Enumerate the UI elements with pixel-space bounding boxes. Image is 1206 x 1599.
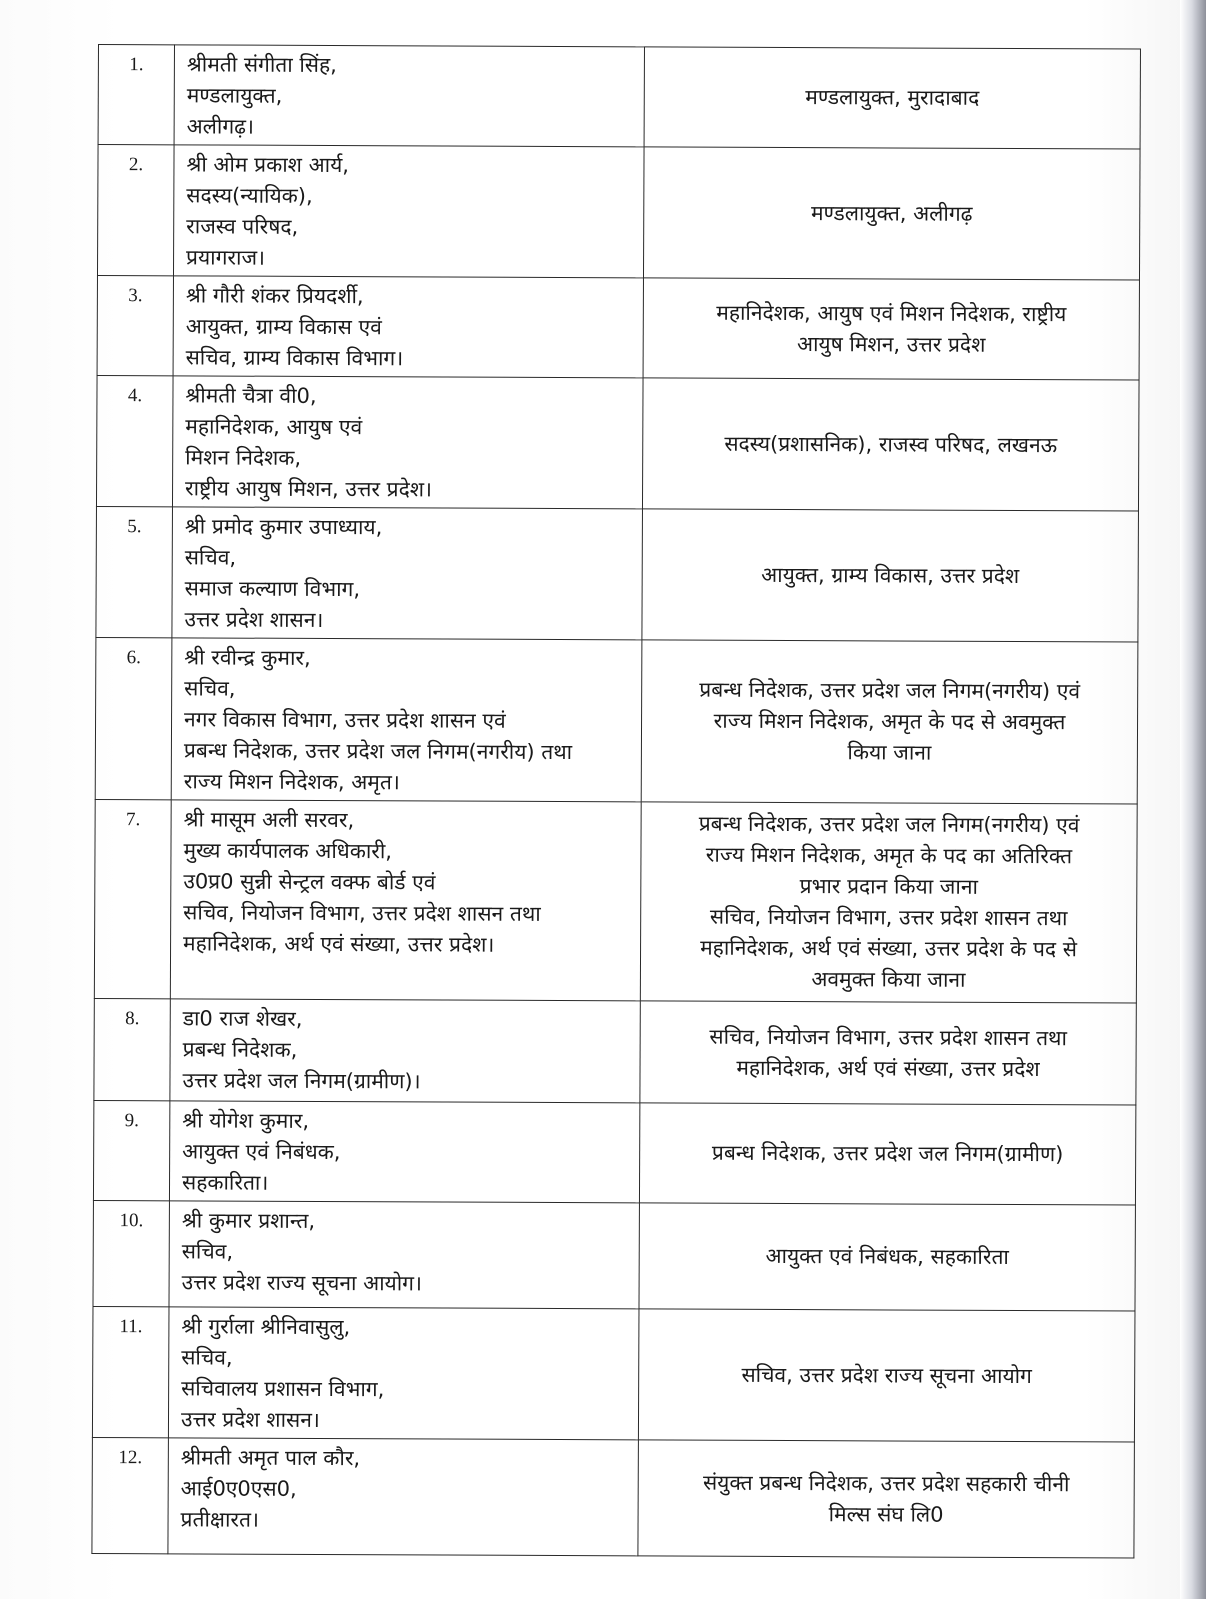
- officer-line: सदस्य(न्यायिक),: [186, 183, 313, 208]
- page-edge-shadow: [1180, 0, 1206, 1599]
- posting-line: मण्डलायुक्त, मुरादाबाद: [805, 85, 980, 110]
- posting-line: सचिव, नियोजन विभाग, उत्तर प्रदेश शासन तथा: [709, 904, 1068, 931]
- officer-line: श्री गौरी शंकर प्रियदर्शी,: [185, 283, 364, 309]
- posting-line: आयुक्त एवं निबंधक, सहकारिता: [765, 1243, 1009, 1269]
- serial-number: 9.: [93, 1100, 169, 1200]
- officer-line: आयुक्त, ग्राम्य विकास एवं: [185, 314, 382, 340]
- officer-line: प्रयागराज।: [186, 245, 266, 270]
- officer-details: [172, 507, 643, 640]
- posting-line: सदस्य(प्रशासनिक), राजस्व परिषद, लखनऊ: [724, 431, 1058, 457]
- officer-line: उत्तर प्रदेश राज्य सूचना आयोग।: [181, 1270, 423, 1296]
- officer-line: श्रीमती अमृत पाल कौर,: [180, 1445, 361, 1471]
- officer-line: सचिवालय प्रशासन विभाग,: [181, 1376, 385, 1402]
- serial-number: 2.: [97, 145, 174, 276]
- officer-line: नगर विकास विभाग, उत्तर प्रदेश शासन एवं: [184, 707, 506, 733]
- posting-line: प्रबन्ध निदेशक, उत्तर प्रदेश जल निगम(ग्रामीण): [711, 1140, 1064, 1167]
- serial-number: 5.: [96, 506, 173, 637]
- officer-details: [174, 45, 644, 147]
- new-posting: [638, 1309, 1135, 1442]
- posting-line: महानिदेशक, आयुष एवं मिशन निदेशक, राष्ट्रीय: [716, 300, 1067, 326]
- new-posting: [638, 1440, 1135, 1558]
- officer-line: श्री गुर्राला श्रीनिवासुलु,: [181, 1314, 351, 1340]
- officer-details: [170, 999, 640, 1103]
- table-row: [97, 275, 1139, 380]
- posting-line: सचिव, नियोजन विभाग, उत्तर प्रदेश शासन तथा: [709, 1024, 1067, 1050]
- table-row: [93, 1200, 1135, 1311]
- posting-line: महानिदेशक, अर्थ एवं संख्या, उत्तर प्रदेश के पद से: [700, 935, 1078, 962]
- posting-line: प्रबन्ध निदेशक, उत्तर प्रदेश जल निगम(नगरीय) एवं: [699, 677, 1081, 704]
- officer-line: सचिव, नियोजन विभाग, उत्तर प्रदेश शासन तथा: [183, 900, 541, 926]
- serial-number: 3.: [97, 275, 173, 375]
- new-posting: [639, 1103, 1135, 1205]
- officer-line: सचिव,: [181, 1239, 234, 1264]
- officer-details: [170, 800, 641, 1001]
- posting-line: अवमुक्त किया जाना: [811, 967, 966, 992]
- table-row: [97, 145, 1140, 281]
- posting-line: आयुष मिशन, उत्तर प्रदेश: [796, 331, 986, 357]
- posting-line: राज्य मिशन निदेशक, अमृत के पद का अतिरिक्त: [705, 842, 1073, 869]
- posting-line: महानिदेशक, अर्थ एवं संख्या, उत्तर प्रदेश: [736, 1055, 1040, 1081]
- officer-line: उत्तर प्रदेश जल निगम(ग्रामीण)।: [182, 1068, 421, 1094]
- officer-line: डा0 राज शेखर,: [182, 1006, 303, 1031]
- new-posting: [643, 278, 1139, 380]
- serial-number: 11.: [92, 1306, 169, 1437]
- officer-details: [169, 1201, 639, 1309]
- table-row: [94, 998, 1136, 1105]
- new-posting: [639, 1203, 1135, 1311]
- officer-line: मिशन निदेशक,: [185, 445, 302, 470]
- officer-line: श्रीमती संगीता सिंह,: [186, 52, 337, 78]
- officer-line: आई0ए0एस0,: [180, 1476, 297, 1501]
- officer-line: प्रतीक्षारत।: [180, 1507, 259, 1532]
- officer-line: राज्य मिशन निदेशक, अमृत।: [183, 769, 400, 795]
- serial-number: 4.: [96, 375, 173, 506]
- table-row: [96, 506, 1139, 642]
- serial-number: 10.: [93, 1200, 169, 1306]
- posting-line: मिल्स संघ लि0: [828, 1501, 944, 1527]
- table-body: [92, 45, 1141, 1559]
- officer-line: श्री मासूम अली सरवर,: [183, 807, 355, 833]
- officer-line: सचिव,: [184, 545, 237, 570]
- new-posting: [641, 640, 1138, 804]
- serial-number: 8.: [94, 998, 170, 1100]
- officer-line: मण्डलायुक्त,: [186, 83, 283, 108]
- new-posting: [642, 509, 1139, 642]
- officer-details: [172, 376, 643, 509]
- officer-line: मुख्य कार्यपालक अधिकारी,: [183, 838, 393, 864]
- posting-line: प्रबन्ध निदेशक, उत्तर प्रदेश जल निगम(नगरीय) एवं: [698, 811, 1080, 838]
- officer-line: प्रबन्ध निदेशक,: [182, 1037, 298, 1062]
- posting-line: सचिव, उत्तर प्रदेश राज्य सूचना आयोग: [741, 1362, 1032, 1388]
- table-row: [94, 799, 1137, 1003]
- officer-details: [173, 145, 644, 278]
- posting-line: मण्डलायुक्त, अलीगढ़: [810, 200, 973, 226]
- posting-line: किया जाना: [847, 740, 932, 765]
- officer-line: श्री कुमार प्रशान्त,: [181, 1208, 316, 1233]
- officer-line: उत्तर प्रदेश शासन।: [180, 1407, 320, 1432]
- officer-line: राजस्व परिषद,: [186, 214, 299, 239]
- officer-line: राष्ट्रीय आयुष मिशन, उत्तर प्रदेश।: [185, 476, 433, 502]
- table-row: [98, 45, 1140, 150]
- serial-number: 7.: [94, 799, 171, 998]
- officer-line: सचिव, ग्राम्य विकास विभाग।: [185, 345, 404, 371]
- officer-line: उ0प्र0 सुन्नी सेन्ट्रल वक्फ बोर्ड एवं: [183, 869, 436, 895]
- officer-line: महानिदेशक, आयुष एवं: [185, 414, 363, 440]
- officer-line: श्री रवीन्द्र कुमार,: [184, 645, 311, 670]
- officer-line: सहकारिता।: [181, 1170, 269, 1195]
- posting-line: आयुक्त, ग्राम्य विकास, उत्तर प्रदेश: [761, 562, 1020, 588]
- officer-details: [169, 1101, 639, 1203]
- officer-details: [173, 276, 643, 378]
- posting-line: संयुक्त प्रबन्ध निदेशक, उत्तर प्रदेश सहकारी चीनी: [702, 1470, 1070, 1496]
- table-row: [95, 637, 1138, 804]
- officer-line: सचिव,: [184, 676, 236, 701]
- officer-line: श्री योगेश कुमार,: [182, 1108, 310, 1133]
- officer-details: [168, 1438, 639, 1556]
- serial-number: 1.: [98, 45, 174, 145]
- officer-line: उत्तर प्रदेश शासन।: [184, 607, 324, 632]
- serial-number: 12.: [92, 1437, 169, 1553]
- officer-line: सचिव,: [181, 1345, 233, 1370]
- officer-line: श्रीमती चैत्रा वी0,: [185, 383, 317, 408]
- officer-line: आयुक्त एवं निबंधक,: [182, 1139, 341, 1165]
- officer-line: महानिदेशक, अर्थ एवं संख्या, उत्तर प्रदेश।: [183, 931, 495, 957]
- table-row: [92, 1306, 1135, 1442]
- new-posting: [640, 802, 1137, 1003]
- posting-line: राज्य मिशन निदेशक, अमृत के पद से अवमुक्त: [713, 708, 1066, 735]
- transfer-table: [91, 44, 1141, 1559]
- new-posting: [644, 47, 1140, 149]
- table-row: [96, 375, 1139, 511]
- officer-line: श्री प्रमोद कुमार उपाध्याय,: [184, 514, 383, 540]
- officer-line: प्रबन्ध निदेशक, उत्तर प्रदेश जल निगम(नगरीय) तथा: [183, 738, 573, 765]
- table-row: [93, 1100, 1135, 1205]
- new-posting: [640, 1001, 1136, 1105]
- officer-line: श्री ओम प्रकाश आर्य,: [186, 152, 350, 178]
- posting-line: प्रभार प्रदान किया जाना: [799, 874, 979, 899]
- officer-line: अलीगढ़।: [186, 114, 255, 139]
- new-posting: [643, 147, 1140, 280]
- officer-details: [168, 1307, 639, 1440]
- officer-line: समाज कल्याण विभाग,: [184, 576, 361, 602]
- new-posting: [642, 378, 1139, 511]
- table-row: [92, 1437, 1134, 1558]
- officer-details: [171, 638, 642, 802]
- serial-number: 6.: [95, 637, 172, 799]
